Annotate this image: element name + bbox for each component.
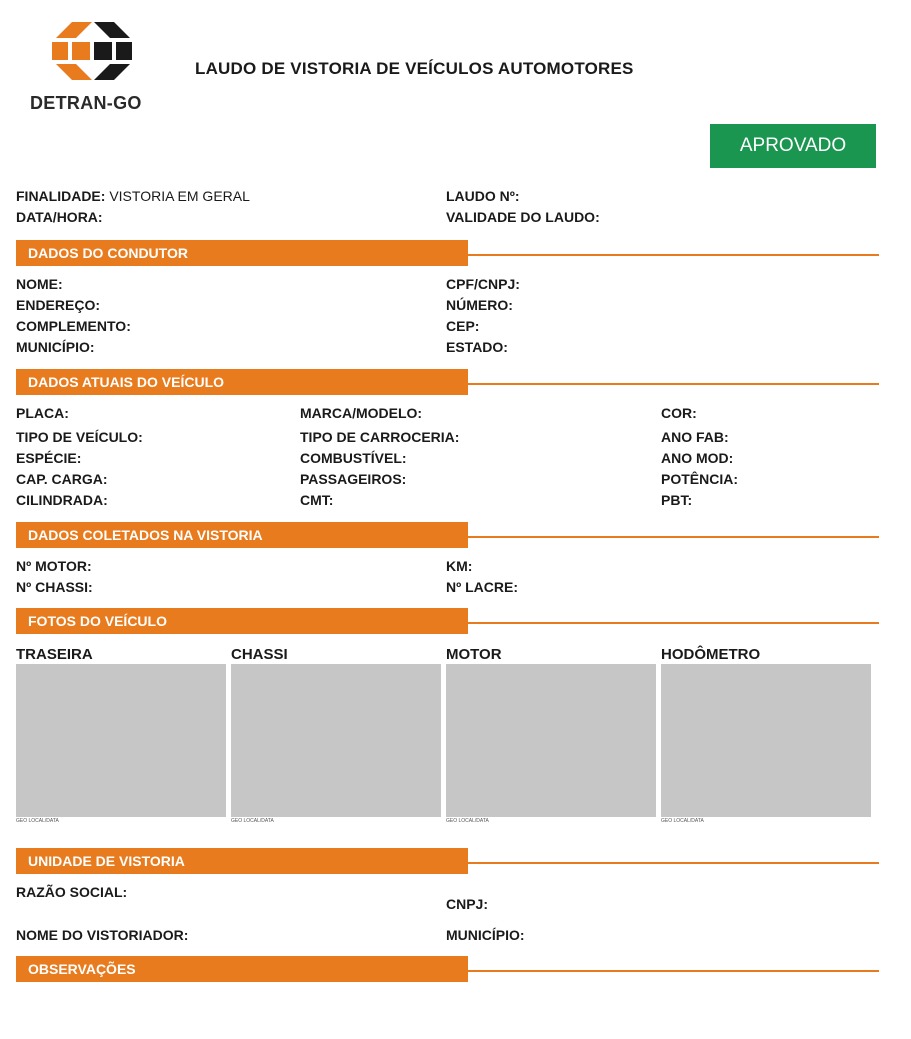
numero-field: NÚMERO: — [446, 297, 513, 313]
cilindrada-field: CILINDRADA: — [16, 492, 108, 508]
org-name: DETRAN-GO — [30, 93, 142, 113]
finalidade-field: FINALIDADE: VISTORIA EM GERAL — [16, 188, 250, 204]
tipo-carroceria-field: TIPO DE CARROCERIA: — [300, 429, 460, 445]
potencia-field: POTÊNCIA: — [661, 471, 738, 487]
tipo-veiculo-field: TIPO DE VEÍCULO: — [16, 429, 143, 445]
ano-mod-field: ANO MOD: — [661, 450, 734, 466]
section-header-veiculo: DADOS ATUAIS DO VEÍCULO — [16, 369, 468, 395]
cnpj-field: CNPJ: — [446, 896, 489, 912]
nome-field: NOME: — [16, 276, 63, 292]
marca-modelo-field: MARCA/MODELO: — [300, 405, 423, 421]
photo-caption: GEO LOCAL/DATA — [661, 818, 704, 824]
numero-motor-field: Nº MOTOR: — [16, 558, 92, 574]
section-header-coletados: DADOS COLETADOS NA VISTORIA — [16, 522, 468, 548]
section-divider — [468, 383, 879, 385]
photo-placeholder-motor — [446, 664, 656, 817]
section-header-condutor: DADOS DO CONDUTOR — [16, 240, 468, 266]
ano-fab-field: ANO FAB: — [661, 429, 729, 445]
km-field: KM: — [446, 558, 473, 574]
municipio-field: MUNICÍPIO: — [16, 339, 95, 355]
validade-field: VALIDADE DO LAUDO: — [446, 209, 600, 225]
cpf-cnpj-field: CPF/CNPJ: — [446, 276, 520, 292]
photo-caption: GEO LOCAL/DATA — [231, 818, 274, 824]
photo-label-traseira: TRASEIRA — [16, 646, 93, 663]
detran-go-logo — [50, 20, 134, 82]
cmt-field: CMT: — [300, 492, 334, 508]
placa-field: PLACA: — [16, 405, 69, 421]
section-divider — [468, 862, 879, 864]
cep-field: CEP: — [446, 318, 480, 334]
section-divider — [468, 970, 879, 972]
estado-field: ESTADO: — [446, 339, 508, 355]
laudo-numero-field: LAUDO Nº: — [446, 188, 520, 204]
section-divider — [468, 536, 879, 538]
unidade-municipio-field: MUNICÍPIO: — [446, 927, 525, 943]
passageiros-field: PASSAGEIROS: — [300, 471, 407, 487]
section-header-unidade: UNIDADE DE VISTORIA — [16, 848, 468, 874]
razao-social-field: RAZÃO SOCIAL: — [16, 884, 128, 900]
section-divider — [468, 622, 879, 624]
endereco-field: ENDEREÇO: — [16, 297, 101, 313]
cap-carga-field: CAP. CARGA: — [16, 471, 108, 487]
document-title: LAUDO DE VISTORIA DE VEÍCULOS AUTOMOTORES — [195, 59, 634, 78]
numero-chassi-field: Nº CHASSI: — [16, 579, 93, 595]
photo-placeholder-hodometro — [661, 664, 871, 817]
photo-caption: GEO LOCAL/DATA — [16, 818, 59, 824]
especie-field: ESPÉCIE: — [16, 450, 82, 466]
photo-placeholder-traseira — [16, 664, 226, 817]
photo-placeholder-chassi — [231, 664, 441, 817]
section-header-fotos: FOTOS DO VEÍCULO — [16, 608, 468, 634]
section-divider — [468, 254, 879, 256]
section-header-observacoes: OBSERVAÇÕES — [16, 956, 468, 982]
photo-caption: GEO LOCAL/DATA — [446, 818, 489, 824]
status-badge: APROVADO — [710, 124, 876, 168]
data-hora-field: DATA/HORA: — [16, 209, 103, 225]
photo-label-chassi: CHASSI — [231, 646, 288, 663]
cor-field: COR: — [661, 405, 697, 421]
pbt-field: PBT: — [661, 492, 693, 508]
combustivel-field: COMBUSTÍVEL: — [300, 450, 407, 466]
nome-vistoriador-field: NOME DO VISTORIADOR: — [16, 927, 189, 943]
photo-label-motor: MOTOR — [446, 646, 502, 663]
numero-lacre-field: Nº LACRE: — [446, 579, 518, 595]
complemento-field: COMPLEMENTO: — [16, 318, 131, 334]
photo-label-hodometro: HODÔMETRO — [661, 646, 761, 663]
